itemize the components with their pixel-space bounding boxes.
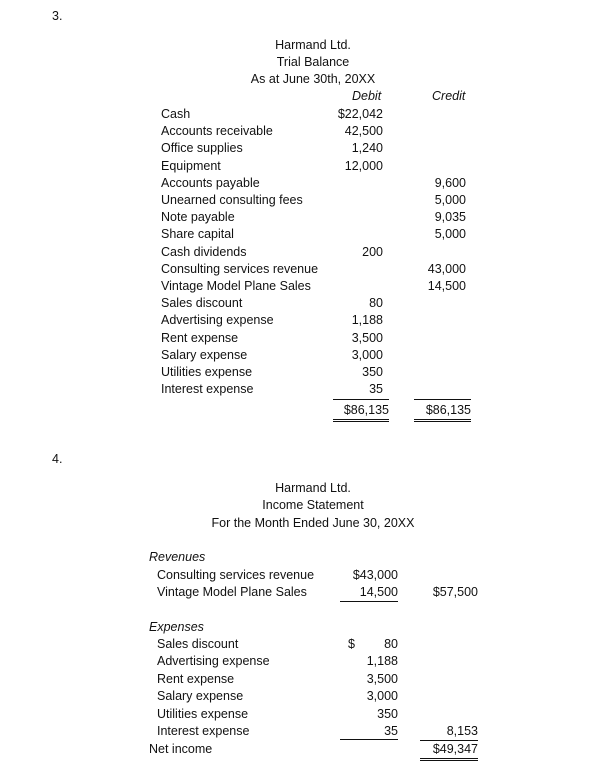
is-expense-name: Advertising expense (157, 654, 270, 669)
is-revenues-label: Revenues (149, 550, 206, 564)
tb-debit-amount: 42,500 (344, 124, 383, 139)
is-revenue-name: Consulting services revenue (157, 568, 315, 582)
tb-title: Trial Balance (276, 55, 350, 69)
tb-credit-amount: 9,600 (434, 175, 466, 190)
is-expense-name: Utilities expense (157, 706, 249, 721)
tb-account-name: Consulting services revenue (161, 261, 319, 276)
tb-debit-amount: 200 (362, 244, 383, 259)
tb-total-debit: $86,135 (333, 402, 389, 422)
is-expense-amount: 3,000 (366, 689, 398, 704)
is-title: Income Statement (262, 498, 364, 512)
tb-debit-amount: 12,000 (344, 158, 383, 173)
tb-account-name: Share capital (161, 227, 234, 242)
tb-debit-amount: 350 (362, 365, 383, 379)
is-period: For the Month Ended June 30, 20XX (211, 516, 415, 530)
tb-account-name: Accounts receivable (161, 124, 273, 139)
tb-account-name: Accounts payable (161, 175, 260, 190)
tb-debit-amount: 3,000 (351, 347, 383, 362)
tb-credit-amount: 5,000 (434, 227, 466, 242)
tb-debit-amount: 3,500 (351, 330, 383, 345)
tb-debit-amount: 80 (369, 296, 383, 311)
tb-debit-amount: 1,188 (351, 313, 383, 328)
tb-debit-amount: 1,240 (351, 141, 383, 156)
is-expense-name: Sales discount (157, 637, 239, 651)
tb-account-name: Salary expense (161, 347, 248, 362)
tb-account-name: Interest expense (161, 382, 254, 397)
question-number-4: 4. (52, 452, 63, 466)
is-net-income: $49,347 (420, 741, 478, 761)
tb-account-name: Rent expense (161, 330, 239, 345)
tb-account-name: Vintage Model Plane Sales (161, 279, 311, 293)
tb-debit-amount: $22,042 (337, 107, 383, 121)
is-expense-amount: 350 (377, 706, 398, 721)
tb-credit-total-rule (414, 399, 471, 400)
is-expense-name: Interest expense (157, 724, 250, 738)
is-expenses-rule (340, 739, 398, 740)
is-revenue-amount: 14,500 (340, 584, 398, 602)
tb-account-name: Cash dividends (161, 244, 247, 259)
tb-debit-total-rule (333, 399, 389, 400)
tb-credit-amount: 14,500 (427, 279, 466, 293)
tb-company-name: Harmand Ltd. (275, 38, 351, 52)
is-expense-amount: 1,188 (366, 654, 398, 669)
tb-account-name: Cash (161, 107, 191, 121)
tb-account-name: Equipment (161, 158, 221, 173)
is-expense-amount: 3,500 (366, 671, 398, 686)
is-net-income-label: Net income (149, 742, 213, 756)
is-expenses-total: 8,153 (420, 723, 478, 741)
tb-credit-amount: 5,000 (434, 193, 466, 207)
is-company-name: Harmand Ltd. (275, 481, 351, 495)
tb-debit-amount: 35 (369, 382, 383, 397)
tb-account-name: Unearned consulting fees (161, 193, 303, 207)
is-expense-dollar-sign: $ (348, 637, 355, 651)
is-expense-name: Salary expense (157, 689, 244, 704)
tb-credit-amount: 9,035 (434, 210, 466, 225)
is-revenue-name: Vintage Model Plane Sales (157, 585, 307, 599)
is-revenues-total: $57,500 (432, 585, 478, 599)
tb-credit-header: Credit (432, 89, 466, 103)
tb-account-name: Utilities expense (161, 365, 253, 379)
is-expense-amount: 35 (384, 724, 398, 738)
tb-total-credit: $86,135 (414, 402, 471, 422)
tb-account-name: Sales discount (161, 296, 243, 311)
is-expense-name: Rent expense (157, 671, 235, 686)
tb-debit-header: Debit (352, 89, 382, 103)
tb-date: As at June 30th, 20XX (250, 72, 376, 86)
tb-account-name: Advertising expense (161, 313, 274, 328)
is-expense-amount: 80 (384, 637, 398, 651)
tb-credit-amount: 43,000 (427, 261, 466, 276)
is-revenue-amount: $43,000 (352, 568, 398, 582)
tb-account-name: Office supplies (161, 141, 243, 156)
question-number-3: 3. (52, 9, 63, 23)
tb-account-name: Note payable (161, 210, 235, 225)
is-expenses-label: Expenses (149, 620, 204, 634)
